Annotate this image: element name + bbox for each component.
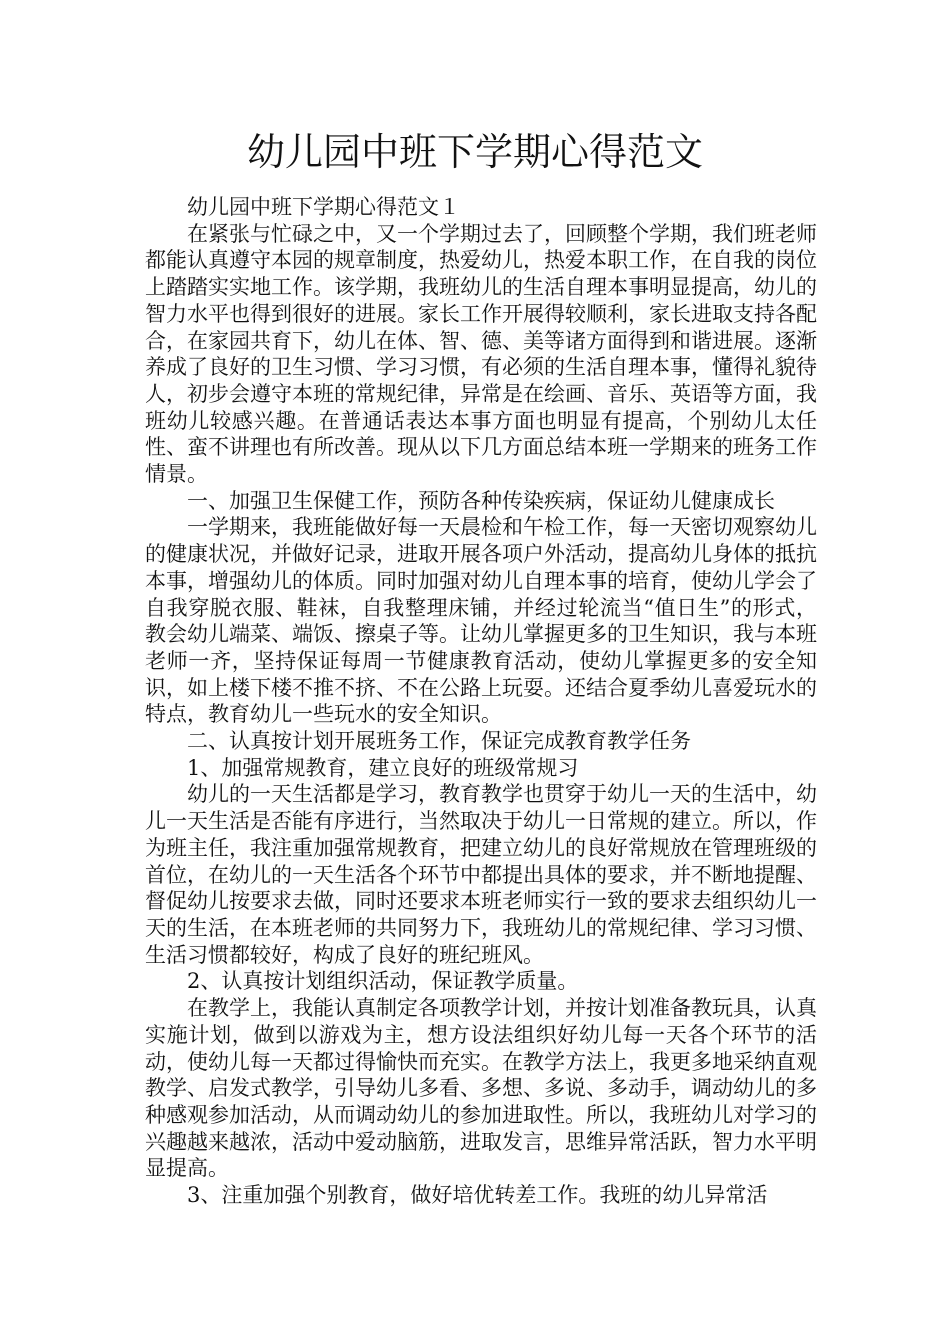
subsection-2-paragraph: 在教学上，我能认真制定各项教学计划，并按计划准备教玩具，认真实施计划，做到以游戏为主，想方设法组织好幼儿每一天各个环节的活动，使幼儿每一天都过得愉快而充实。在教学方法上，我更多地采纳直观教学、启发式教学，引导幼儿多看、多想、多说、多动手，调动幼儿的多种感观参加活动，从而调动幼儿的参加进取性。所以，我班幼儿对学习的兴趣越来越浓，活动中爱动脑筋，进取发言，思维异常活跃，智力水平明显提高。: [145, 996, 817, 1181]
subtitle-paragraph: 幼儿园中班下学期心得范文１: [187, 195, 460, 219]
document-title: 幼儿园中班下学期心得范文: [246, 130, 703, 174]
intro-paragraph: 在紧张与忙碌之中，又一个学期过去了，回顾整个学期，我们班老师都能认真遵守本园的规章制度，热爱幼儿，热爱本职工作，在自我的岗位上踏踏实实地工作。该学期，我班幼儿的生活自理本事明显提高，幼儿的智力水平也得到很好的进展。家长工作开展得较顺利，家长进取支持各配合，在家园共育下，幼儿在体、智、德、美等诸方面得到和谐进展。逐渐养成了良好的卫生习惯、学习习惯，有必须的生活自理本事，懂得礼貌待人，初步会遵守本班的常规纪律，异常是在绘画、音乐、英语等方面，我班幼儿较感兴趣。在普通话表达本事方面也明显有提高，个别幼儿太任性、蛮不讲理也有所改善。现从以下几方面总结本班一学期来的班务工作情景。: [145, 221, 817, 487]
subsection-1-paragraph: 幼儿的一天生活都是学习，教育教学也贯穿于幼儿一天的生活中，幼儿一天生活是否能有序进行，当然取决于幼儿一日常规的建立。所以，作为班主任，我注重加强常规教育，把建立幼儿的良好常规放在管理班级的首位，在幼儿的一天生活各个环节中都提出具体的要求，并不断地提醒、督促幼儿按要求去做，同时还要求本班老师实行一致的要求去组织幼儿一天的生活，在本班老师的共同努力下，我班幼儿的常规纪律、学习习惯、生活习惯都较好，构成了良好的班纪班风。: [145, 782, 817, 967]
section-1-paragraph: 一学期来，我班能做好每一天晨检和午检工作，每一天密切观察幼儿的健康状况，并做好记录，进取开展各项户外活动，提高幼儿身体的抵抗本事，增强幼儿的体质。同时加强对幼儿自理本事的培育，使幼儿学会了自我穿脱衣服、鞋袜，自我整理床铺，并经过轮流当“值日生”的形式，教会幼儿端菜、端饭、擦桌子等。让幼儿掌握更多的卫生知识，我与本班老师一齐，坚持保证每周一节健康教育活动，使幼儿掌握更多的安全知识，如上楼下楼不推不挤、不在公路上玩耍。还结合夏季幼儿喜爱玩水的特点，教育幼儿一些玩水的安全知识。: [145, 515, 817, 727]
subsection-heading-1: 1、加强常规教育，建立良好的班级常规习: [187, 755, 579, 780]
document-body: [145, 194, 817, 1209]
section-heading-2: 二、认真按计划开展班务工作，保证完成教育教学任务: [187, 729, 691, 754]
subsection-heading-2: 2、认真按计划组织活动，保证教学质量。: [187, 969, 579, 994]
subsection-heading-3: 3、注重加强个别教育，做好培优转差工作。我班的幼儿异常活: [187, 1183, 768, 1208]
section-heading-1: 一、加强卫生保健工作，预防各种传染疾病，保证幼儿健康成长: [187, 488, 775, 513]
